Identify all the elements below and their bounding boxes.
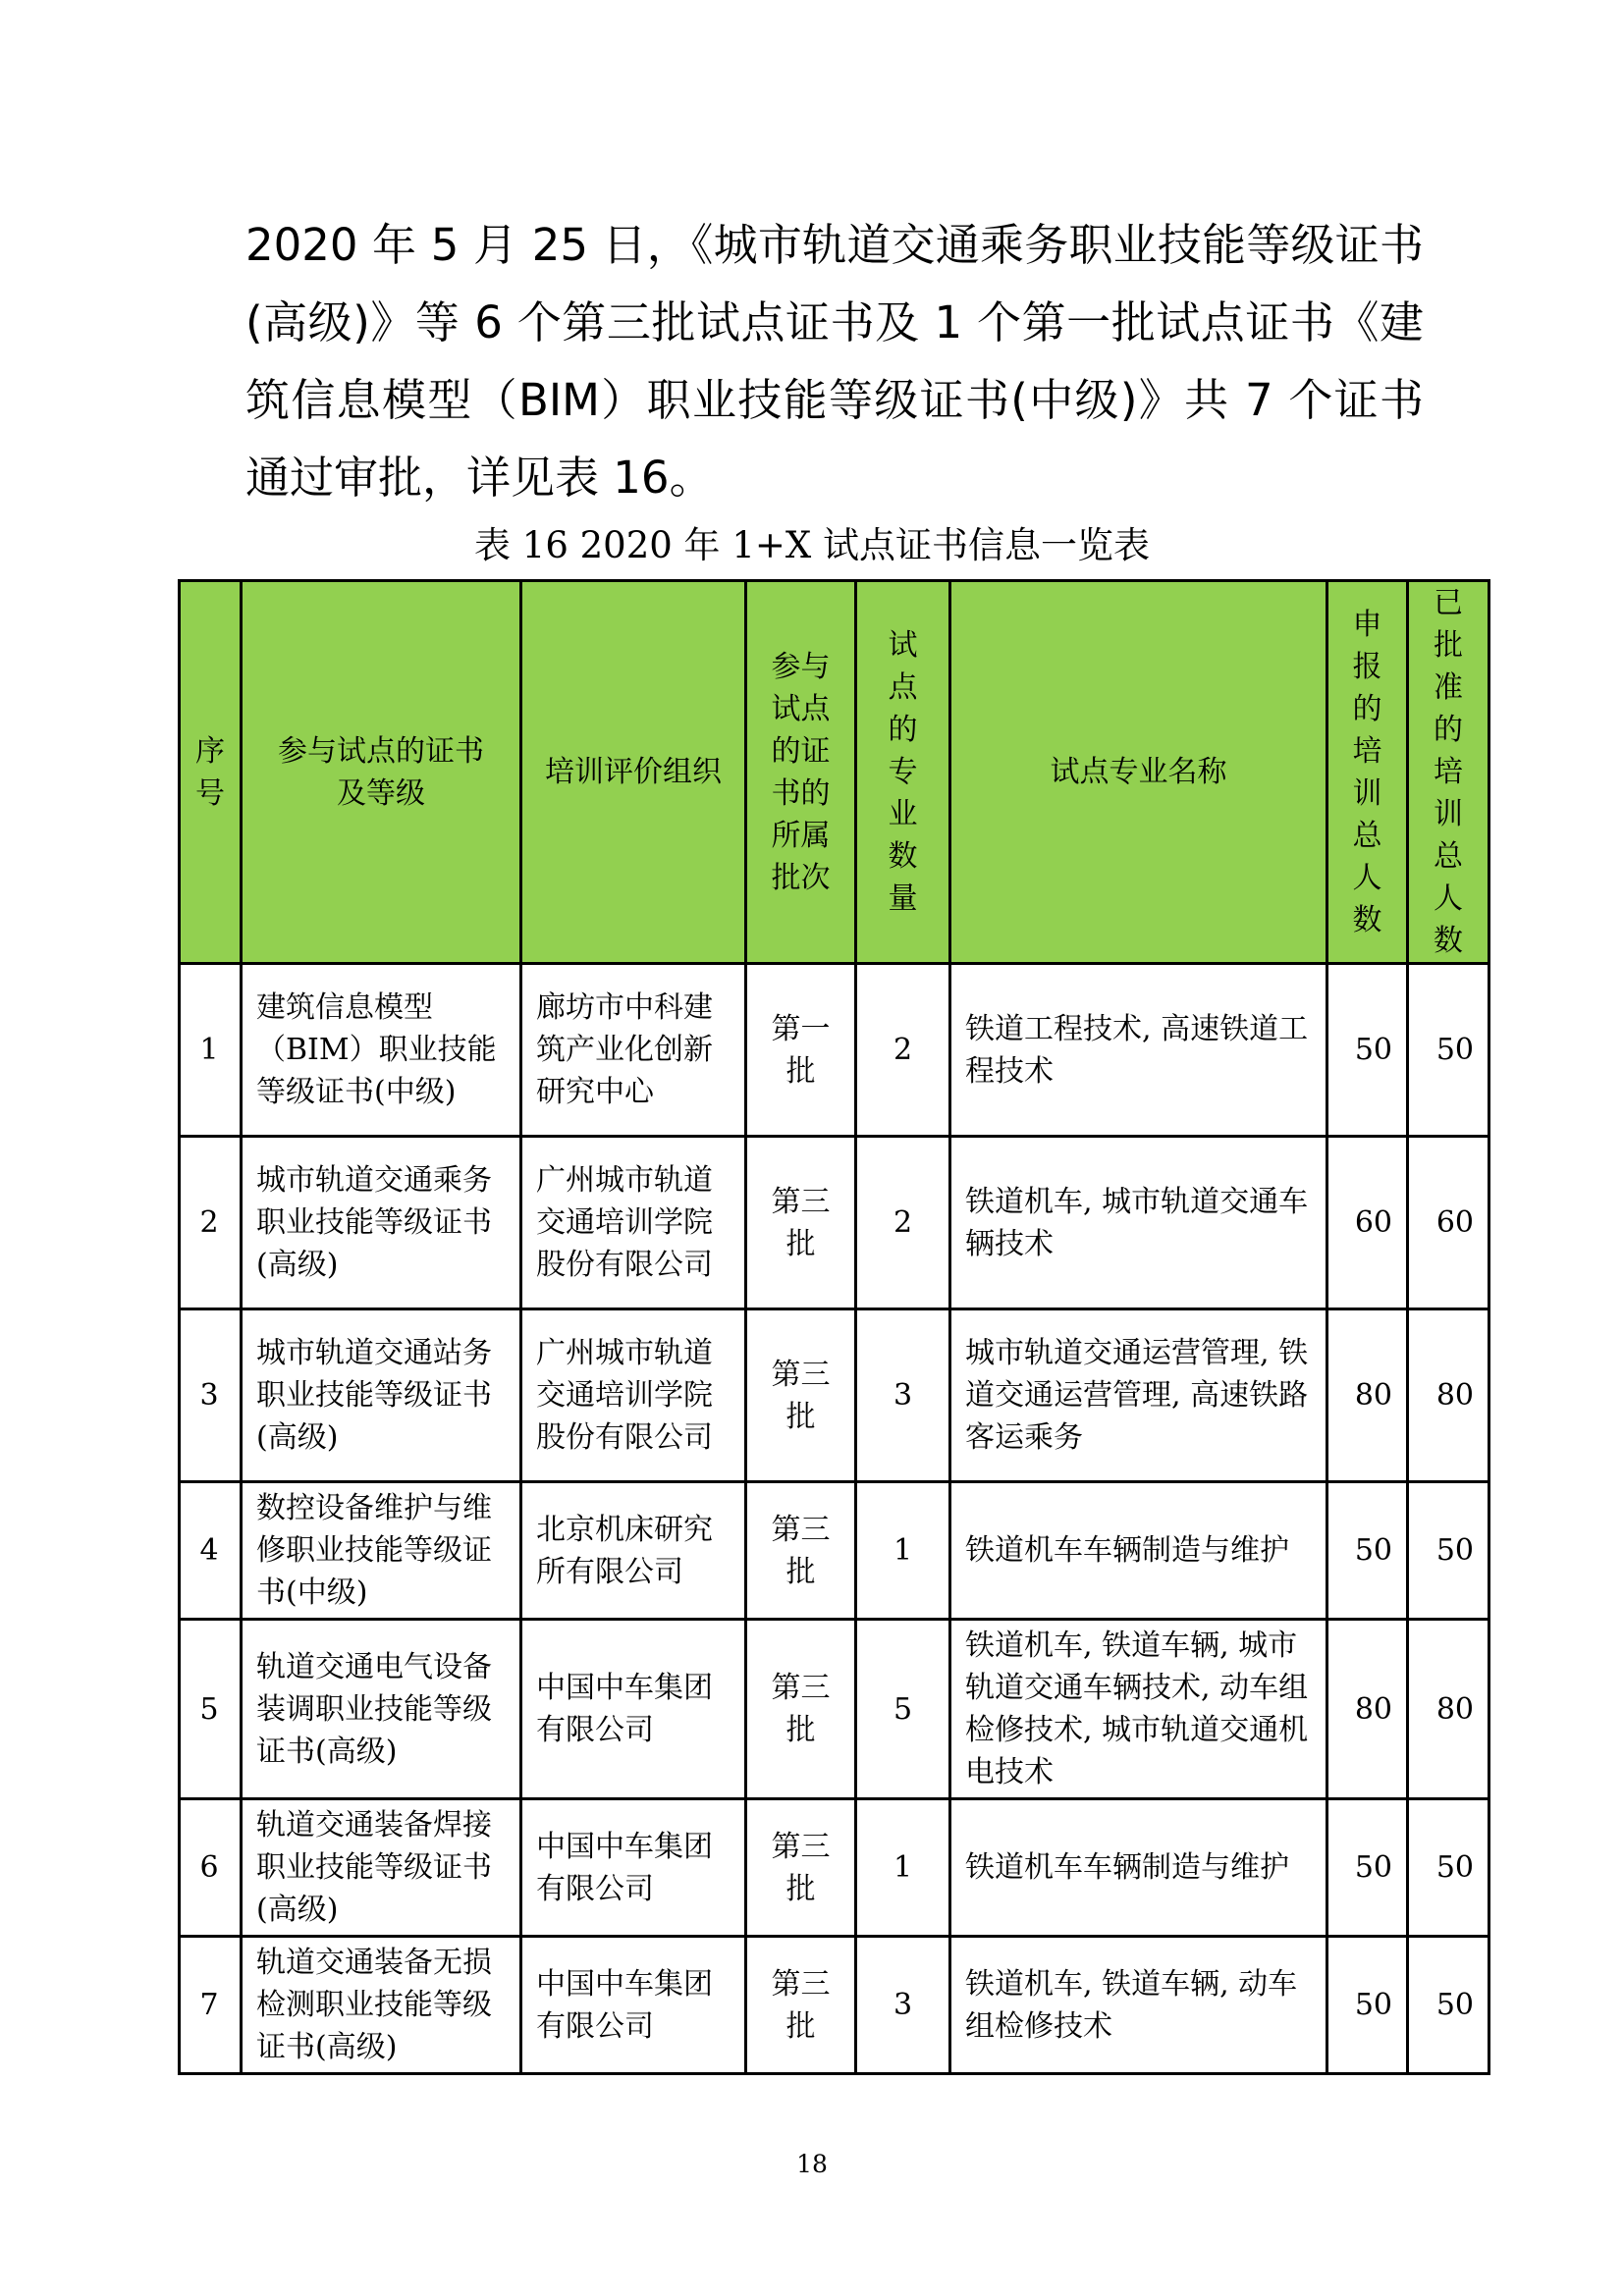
intro-paragraph: 2020 年 5 月 25 日，《城市轨道交通乘务职业技能等级证书(高级)》等 6 个第三批试点证书及 1 个第一批试点证书《建筑信息模型（BIM）职业技能等级证书(中级)》共 7 个证书通过审批，详见表 16。 [245,219,1424,504]
cell-org: 北京机床研究所有限公司 [521,1482,746,1620]
table-row [180,1937,1489,2074]
cell-batch: 第三批 [746,1937,856,2074]
cell-org: 中国中车集团有限公司 [521,1937,746,2074]
cell-major-count: 1 [856,1482,950,1620]
cell-applied: 50 [1327,1937,1408,2074]
cell-applied: 80 [1327,1309,1408,1482]
cell-certificate: 城市轨道交通乘务职业技能等级证书(高级) [242,1137,521,1309]
cell-majors: 铁道机车车辆制造与维护 [950,1482,1327,1620]
cell-certificate: 数控设备维护与维修职业技能等级证书(中级) [242,1482,521,1620]
header-major-count: 试点的专业数量 [856,581,950,964]
header-org: 培训评价组织 [521,581,746,964]
cell-certificate: 轨道交通装备焊接职业技能等级证书(高级) [242,1799,521,1937]
header-certificate: 参与试点的证书及等级 [242,581,521,964]
cell-certificate: 轨道交通装备无损检测职业技能等级证书(高级) [242,1937,521,2074]
cell-org: 广州城市轨道交通培训学院股份有限公司 [521,1137,746,1309]
cell-major-count: 1 [856,1799,950,1937]
cell-seq: 7 [180,1937,242,2074]
header-applied: 申报的培训总人数 [1327,581,1408,964]
cell-major-count: 5 [856,1620,950,1799]
table-row [180,964,1489,1137]
cell-applied: 60 [1327,1137,1408,1309]
cell-org: 中国中车集团有限公司 [521,1799,746,1937]
cell-org: 中国中车集团有限公司 [521,1620,746,1799]
cell-seq: 2 [180,1137,242,1309]
header-batch: 参与试点的证书的所属批次 [746,581,856,964]
cell-certificate: 建筑信息模型（BIM）职业技能等级证书(中级) [242,964,521,1137]
cell-majors: 铁道工程技术, 高速铁道工程技术 [950,964,1327,1137]
table-row [180,1137,1489,1309]
cell-org: 广州城市轨道交通培训学院股份有限公司 [521,1309,746,1482]
header-majors: 试点专业名称 [950,581,1327,964]
table-row [180,1799,1489,1937]
cell-major-count: 3 [856,1937,950,2074]
cell-approved: 50 [1408,1482,1489,1620]
cell-applied: 80 [1327,1620,1408,1799]
cell-seq: 6 [180,1799,242,1937]
cell-batch: 第三批 [746,1799,856,1937]
cell-approved: 50 [1408,1799,1489,1937]
cell-major-count: 2 [856,1137,950,1309]
cell-approved: 50 [1408,1937,1489,2074]
table-header-row [180,581,1489,964]
cell-majors: 城市轨道交通运营管理, 铁道交通运营管理, 高速铁路客运乘务 [950,1309,1327,1482]
table-row [180,1620,1489,1799]
cell-seq: 1 [180,964,242,1137]
cell-batch: 第三批 [746,1620,856,1799]
cell-org: 廊坊市中科建筑产业化创新研究中心 [521,964,746,1137]
cell-applied: 50 [1327,1799,1408,1937]
cell-majors: 铁道机车车辆制造与维护 [950,1799,1327,1937]
cell-majors: 铁道机车, 铁道车辆, 城市轨道交通车辆技术, 动车组检修技术, 城市轨道交通机电技术 [950,1620,1327,1799]
cell-approved: 60 [1408,1137,1489,1309]
cell-major-count: 2 [856,964,950,1137]
cell-batch: 第三批 [746,1137,856,1309]
cell-seq: 3 [180,1309,242,1482]
cell-majors: 铁道机车, 城市轨道交通车辆技术 [950,1137,1327,1309]
cell-approved: 80 [1408,1309,1489,1482]
cell-majors: 铁道机车, 铁道车辆, 动车组检修技术 [950,1937,1327,2074]
header-seq: 序号 [180,581,242,964]
table-row [180,1309,1489,1482]
cell-approved: 50 [1408,964,1489,1137]
table-caption: 表 16 2020 年 1+X 试点证书信息一览表 [474,524,1150,566]
cell-applied: 50 [1327,964,1408,1137]
cell-batch: 第三批 [746,1482,856,1620]
page-number: 18 [796,2150,828,2178]
cell-certificate: 城市轨道交通站务职业技能等级证书(高级) [242,1309,521,1482]
header-approved: 已批准的培训总人数 [1408,581,1489,964]
table-row [180,1482,1489,1620]
cell-batch: 第三批 [746,1309,856,1482]
cell-major-count: 3 [856,1309,950,1482]
cell-applied: 50 [1327,1482,1408,1620]
cell-seq: 5 [180,1620,242,1799]
cell-approved: 80 [1408,1620,1489,1799]
certificate-table [178,579,1490,2075]
cell-batch: 第一批 [746,964,856,1137]
cell-certificate: 轨道交通电气设备装调职业技能等级证书(高级) [242,1620,521,1799]
cell-seq: 4 [180,1482,242,1620]
